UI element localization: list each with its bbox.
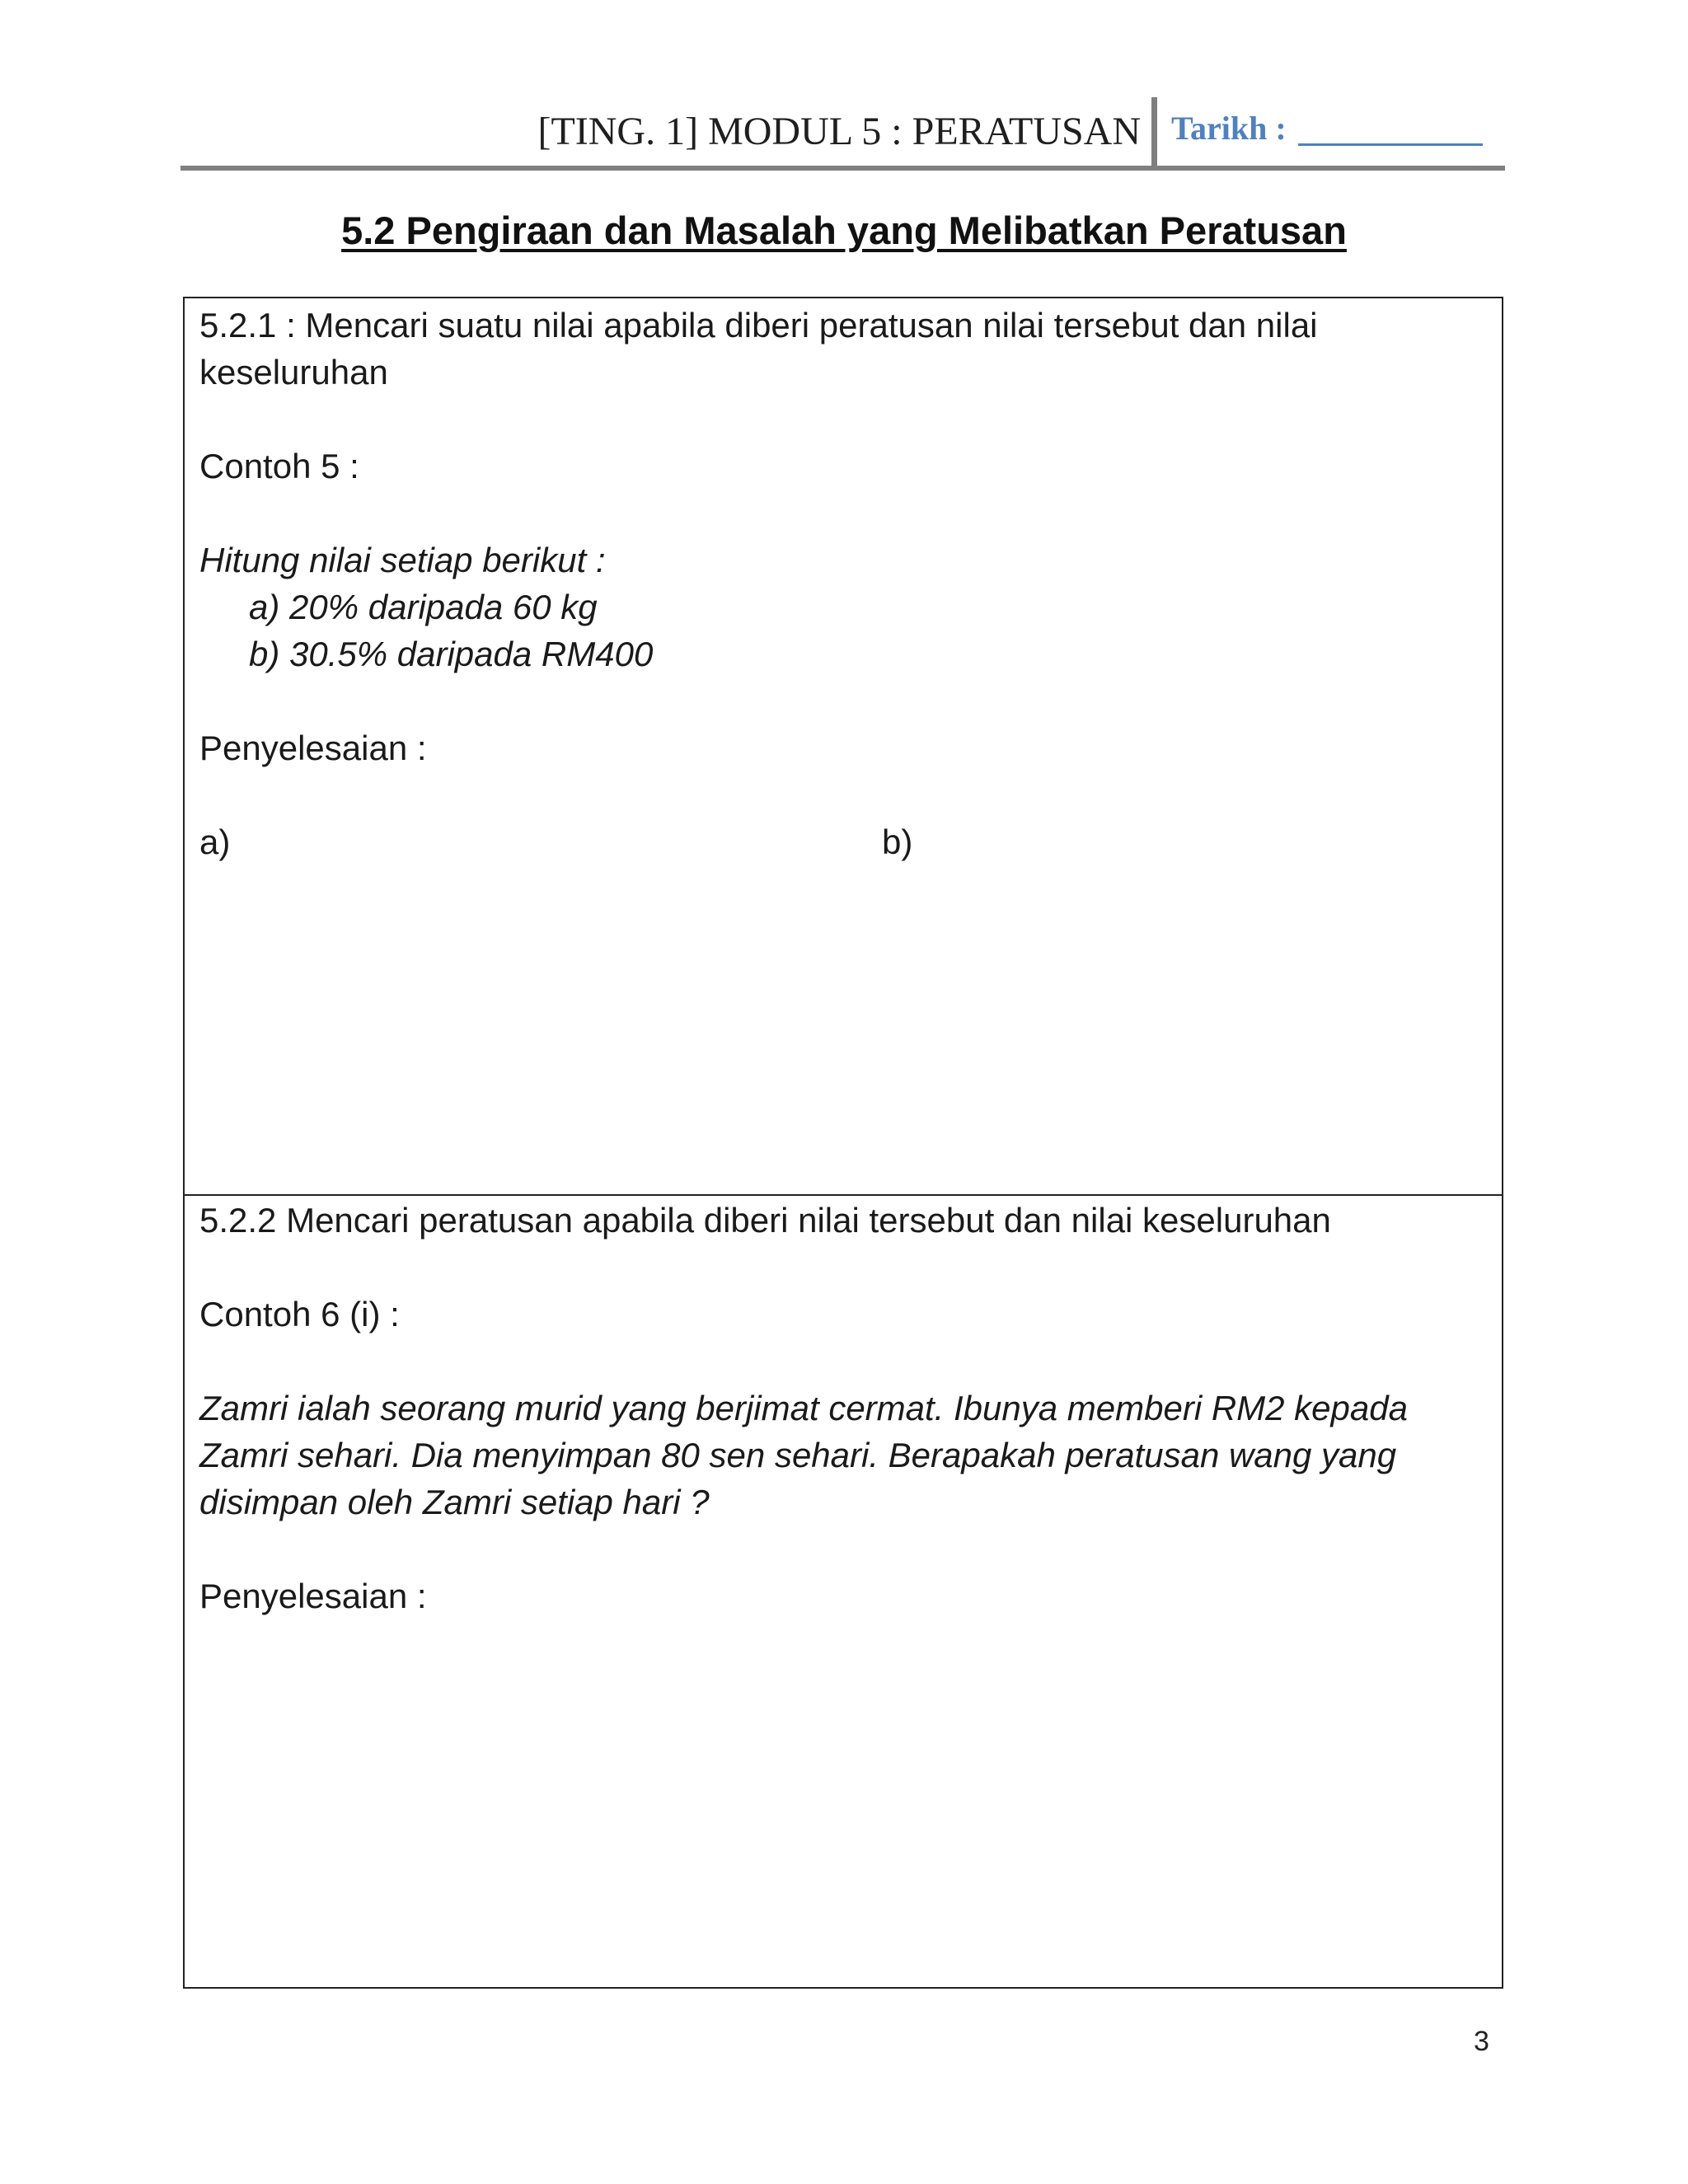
answer-a-label: a) bbox=[199, 823, 231, 861]
section-5-2-1-title-line1: 5.2.1 : Mencari suatu nilai apabila diberi peratusan nilai tersebut dan nilai bbox=[199, 306, 1318, 344]
page-number: 3 bbox=[1474, 2026, 1489, 2057]
module-title: [TING. 1] MODUL 5 : PERATUSAN bbox=[537, 110, 1141, 153]
header-rule bbox=[181, 166, 1505, 171]
section-5-2-2-title: 5.2.2 Mencari peratusan apabila diberi nilai tersebut dan nilai keseluruhan bbox=[199, 1201, 1331, 1240]
example-6-problem-line2: Zamri sehari. Dia menyimpan 80 sen sehari. Berapakah peratusan wang yang bbox=[199, 1436, 1397, 1474]
example-5-answer-labels bbox=[199, 818, 1487, 865]
example-5-label: Contoh 5 : bbox=[199, 447, 359, 485]
box-divider bbox=[185, 1194, 1502, 1196]
example-6-problem-line1: Zamri ialah seorang murid yang berjimat cermat. Ibunya memberi RM2 kepada bbox=[199, 1389, 1408, 1427]
header-separator bbox=[1151, 97, 1157, 166]
example-6-problem-line3: disimpan oleh Zamri setiap hari ? bbox=[199, 1483, 710, 1521]
worksheet-box bbox=[183, 297, 1503, 1989]
answer-b-label: b) bbox=[882, 823, 913, 861]
section-heading: 5.2 Pengiraan dan Masalah yang Melibatkan Peratusan bbox=[341, 209, 1347, 252]
section-5-2-1 bbox=[199, 302, 1487, 865]
example-6-label: Contoh 6 (i) : bbox=[199, 1295, 400, 1333]
date-label: Tarikh : bbox=[1171, 110, 1287, 147]
section-5-2-1-title-line2: keseluruhan bbox=[199, 353, 388, 391]
example-5-item-b: b) 30.5% daripada RM400 bbox=[249, 635, 654, 673]
section-5-2-2 bbox=[199, 1197, 1487, 1619]
example-6-solution-label: Penyelesaian : bbox=[199, 1577, 427, 1615]
date-blank-line bbox=[1298, 143, 1483, 146]
example-5-instruction: Hitung nilai setiap berikut : bbox=[199, 541, 606, 579]
page-header bbox=[181, 97, 1505, 171]
example-5-solution-label: Penyelesaian : bbox=[199, 729, 427, 767]
example-5-item-a: a) 20% daripada 60 kg bbox=[249, 588, 598, 626]
